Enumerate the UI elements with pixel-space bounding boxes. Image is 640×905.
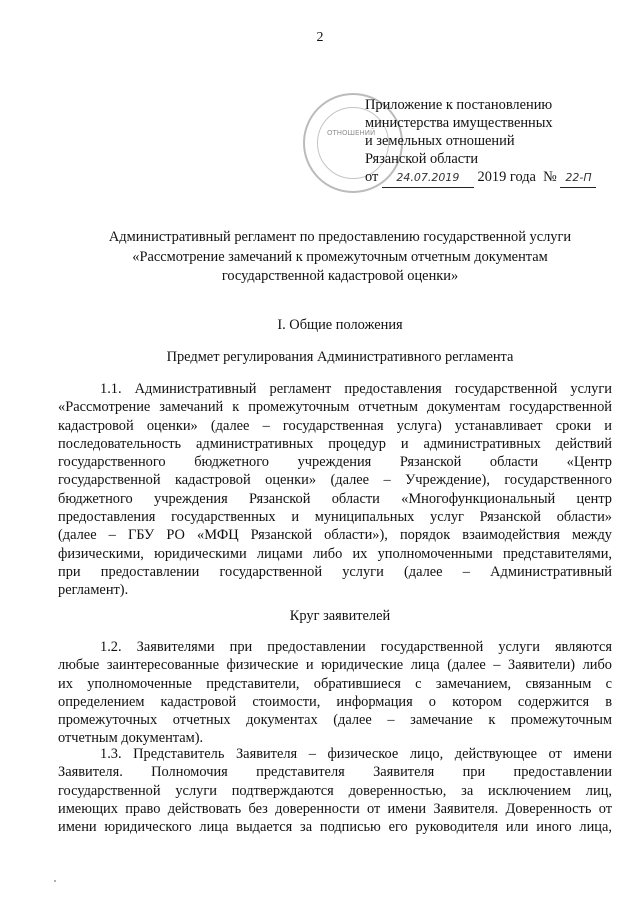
date-prefix: от (365, 169, 379, 185)
paragraph-line: имени юридического лица выдается за подписью его руководителя или иного лица, (58, 819, 612, 836)
paragraph-line: при предоставлении государственной услуги (далее – Административный (58, 563, 612, 580)
paragraph-line: имеющих право действовать без доверенности от имени Заявителя. Доверенность от (58, 800, 612, 817)
paragraph-line: 1.1. Административный регламент предоставления государственной услуги (100, 381, 612, 397)
paragraph-line: их уполномоченные представители, обратившиеся с замечанием, связанным с (58, 675, 612, 692)
approval-block (365, 96, 596, 188)
paragraph-line: «Рассмотрение замечаний к промежуточным отчетным документам государственной (58, 399, 612, 416)
document-title (70, 228, 610, 287)
approval-date-line (365, 168, 596, 188)
paragraph-line: отчетным документам). (58, 730, 204, 747)
paragraph-line: Заявителя. Полномочия представителя Заявителя при предоставлении (58, 764, 612, 781)
paragraph-1-1 (58, 380, 612, 600)
handwritten-date: 24.07.2019 (382, 169, 474, 188)
paragraph-line: любые заинтересованные физические и юридические лица (далее – Заявители) либо (58, 657, 612, 674)
year-text: 2019 года (477, 169, 536, 185)
paragraph-line: промежуточных отчетных документах (далее – замечание к промежуточным (58, 712, 612, 729)
approval-line-4: Рязанской области (365, 151, 479, 167)
paragraph-line: последовательность административных процедур и административных действий (58, 435, 612, 452)
section-heading: I. Общие положения (277, 317, 403, 333)
paragraph-line: государственной кадастровой оценки» (далее – Учреждение), государственного (58, 472, 612, 489)
paragraph-line: регламент). (58, 582, 129, 599)
paragraph-line: (далее – ГБУ РО «МФЦ Рязанской области»), порядок взаимодействия между (58, 527, 612, 544)
paragraph-line: физическими, юридическими лицами либо их уполномоченными представителями, (58, 545, 612, 562)
paragraph-1-3 (58, 745, 612, 836)
paragraph-1-2 (58, 638, 612, 748)
approval-line-3: и земельных отношений (365, 133, 515, 149)
paragraph-line: государственной услуги подтверждаются доверенностью, за исключением лиц, (58, 782, 612, 799)
paragraph-line: бюджетного учреждения Рязанской области «Многофункциональный центр (58, 490, 612, 507)
paragraph-line: 1.2. Заявителями при предоставлении государственной услуги являются (100, 639, 612, 655)
approval-line-1: Приложение к постановлению (365, 97, 553, 113)
paragraph-line: государственного бюджетного учреждения Рязанской области «Центр (58, 454, 612, 471)
paragraph-line: кадастровой оценки» (далее – государственная услуга) устанавливает сроки и (58, 417, 612, 434)
paragraph-line: 1.3. Представитель Заявителя – физическое лицо, действующее от имени (100, 746, 612, 762)
subsection-heading-subject: Предмет регулирования Административного регламента (166, 349, 514, 365)
title-line-3: государственной кадастровой оценки» (221, 268, 459, 284)
scan-speck (54, 880, 56, 882)
paragraph-line: предоставления государственных и муниципальных услуг Рязанской области» (58, 509, 612, 526)
paragraph-line: определением кадастровой стоимости, информация о котором содержится в (58, 693, 612, 710)
approval-line-2: министерства имущественных (365, 115, 553, 131)
title-line-2: «Рассмотрение замечаний к промежуточным отчетным документам (132, 248, 548, 265)
handwritten-number: 22-П (560, 169, 596, 188)
number-prefix: № (543, 169, 557, 185)
subsection-heading-applicants: Круг заявителей (289, 608, 391, 624)
page-number: 2 (316, 30, 324, 45)
stamp-text: ОТНОШЕНИЙ (327, 129, 376, 137)
title-line-1: Административный регламент по предоставлению государственной услуги (108, 229, 572, 245)
